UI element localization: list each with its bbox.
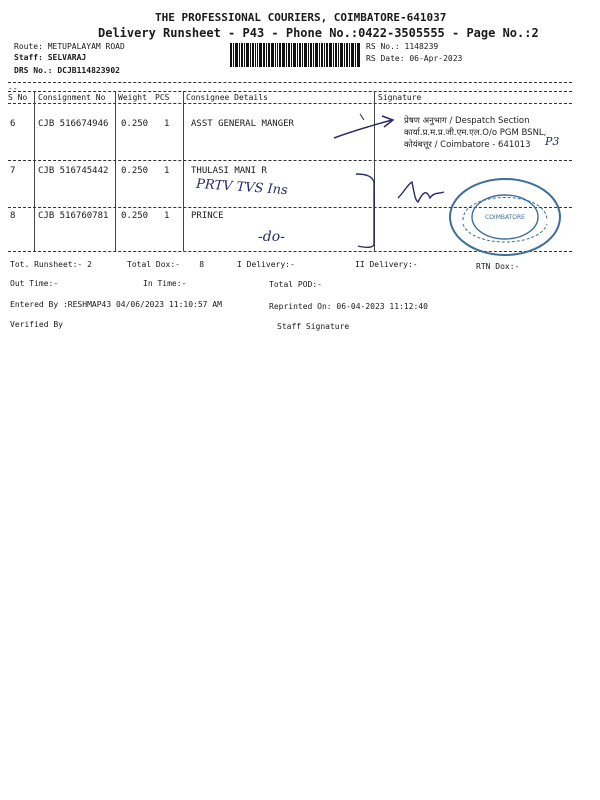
total-dox: Total Dox:- 8: [127, 260, 205, 269]
first-delivery: I Delivery:-: [237, 260, 295, 269]
staff-signature: Staff Signature: [277, 322, 350, 331]
col-header-consignee: Consignee Details: [186, 93, 268, 102]
company-title: THE PROFESSIONAL COURIERS, COIMBATORE-641037: [155, 11, 447, 24]
handwritten-ditto-row8: -do-: [258, 229, 285, 245]
col-header-pcs: PCS: [155, 93, 170, 102]
drs-number: DRS No.: DCJB114823902: [14, 66, 120, 75]
verified-by: Verified By: [10, 320, 63, 329]
col-header-weight: Weight: [118, 93, 147, 102]
staff-text: Staff: SELVARAJ: [14, 53, 87, 62]
svg-text:COIMBATORE: COIMBATORE: [485, 214, 525, 221]
rtn-dox: RTN Dox:-: [476, 262, 520, 271]
second-delivery: II Delivery:-: [355, 260, 418, 269]
total-pod: Total POD:-: [269, 280, 322, 289]
row-weight: 0.250: [121, 211, 149, 221]
row-pcs: 1: [164, 119, 170, 129]
row-pcs: 1: [164, 211, 170, 221]
rs-date: RS Date: 06-Apr-2023: [366, 54, 463, 63]
handwritten-note-row7: PRTV TVS Ins: [195, 176, 289, 199]
column-divider: [183, 91, 184, 251]
row-consignment: CJB 516745442: [38, 166, 109, 176]
column-divider: [34, 91, 35, 251]
row-sno: 6: [10, 119, 16, 129]
row-weight: 0.250: [121, 166, 149, 176]
row-consignment: CJB 516674946: [38, 119, 109, 129]
row-consignee: THULASI MANI R: [191, 166, 267, 176]
row-consignment: CJB 516760781: [38, 211, 109, 221]
col-header-signature: Signature: [378, 93, 422, 102]
reprinted-on: Reprinted On: 06-04-2023 11:12:40: [269, 302, 428, 311]
handwritten-arrow-icon: [330, 110, 402, 146]
col-header-consignment: Consignment No: [38, 93, 106, 102]
entered-by: Entered By :RESHMAP43 04/06/2023 11:10:57 AM: [10, 300, 222, 309]
divider-line: [8, 82, 572, 83]
rs-number: RS No.: 1148239: [366, 42, 439, 51]
barcode-image: [230, 43, 360, 67]
row-sno: 8: [10, 211, 16, 221]
row-divider: [8, 160, 572, 161]
bsnl-stamp-line3: कोयंबत्तूर / Coimbatore - 641013: [404, 140, 531, 150]
row-consignee: PRINCE: [191, 211, 224, 221]
dash-marker: --: [8, 84, 18, 93]
divider-line: [8, 91, 572, 92]
route-text: Route: METUPALAYAM ROAD: [14, 42, 125, 51]
out-time: Out Time:-: [10, 279, 59, 288]
handwritten-p3: P3: [545, 135, 560, 148]
signature-scribble-icon: [396, 178, 446, 206]
in-time: In Time:-: [143, 279, 187, 288]
column-divider: [115, 91, 116, 251]
runsheet-title: Delivery Runsheet - P43 - Phone No.:0422-3505555 - Page No.:2: [98, 26, 539, 40]
total-runsheet: Tot. Runsheet:- 2: [10, 260, 92, 269]
row-weight: 0.250: [121, 119, 149, 129]
bsnl-stamp-line1: प्रेषण अनुभाग / Despatch Section: [404, 116, 530, 126]
tvs-company-seal-icon: [447, 176, 563, 258]
row-sno: 7: [10, 166, 16, 176]
row-pcs: 1: [164, 166, 170, 176]
divider-line: [8, 103, 572, 104]
handwritten-bracket-icon: [352, 166, 392, 250]
row-consignee: ASST GENERAL MANGER: [191, 119, 294, 129]
col-header-sno: S No: [8, 93, 28, 102]
bsnl-stamp-line2: कार्या.प्र.म.प्र.जी.एम.एल.O/o PGM BSNL,: [404, 128, 547, 138]
